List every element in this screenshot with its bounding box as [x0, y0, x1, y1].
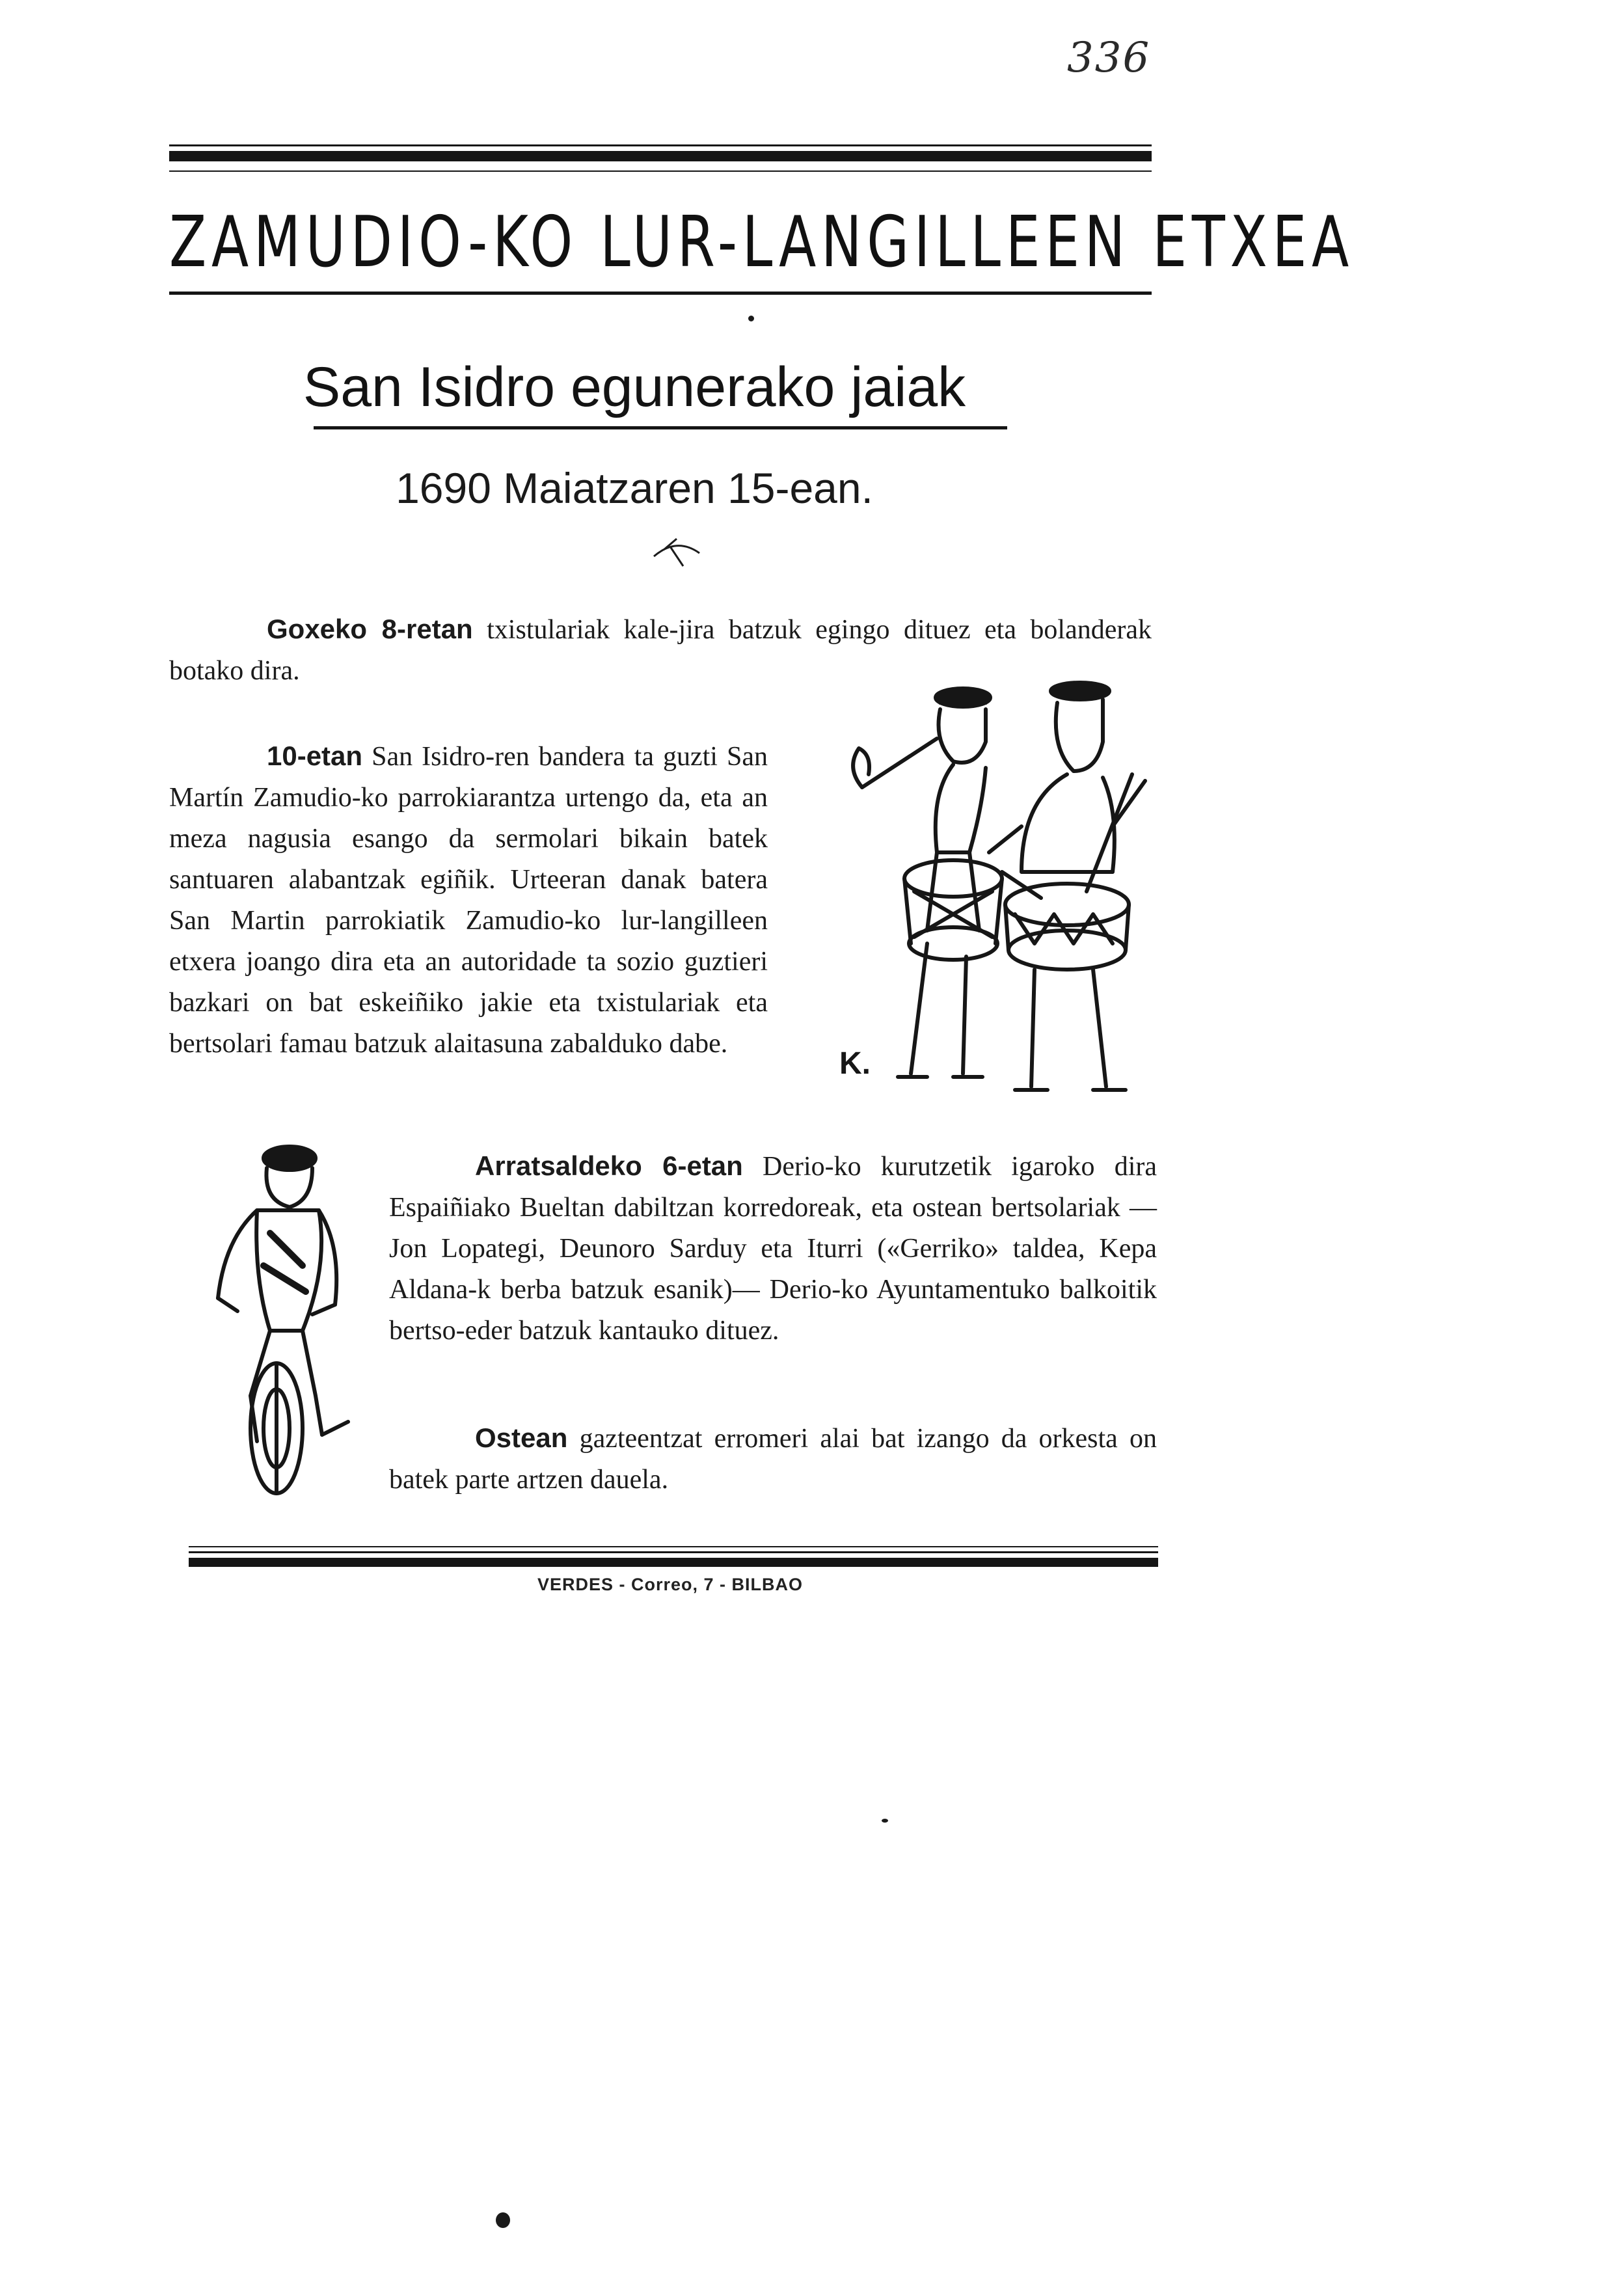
paragraph-lead: Arratsaldeko 6-etan: [475, 1150, 743, 1181]
bottom-rule-thick: [189, 1558, 1158, 1567]
top-rule-thin: [169, 144, 1152, 146]
printer-imprint: VERDES - Correo, 7 - BILBAO: [537, 1575, 804, 1594]
paragraph-lead: Ostean: [475, 1422, 568, 1453]
top-rule-thick: [169, 151, 1152, 161]
event-date: 1690 Maiatzaren 15-ean.: [396, 464, 873, 512]
cyclist-illustration: [192, 1135, 361, 1500]
musicians-illustration: [807, 657, 1171, 1100]
ink-speck: [882, 1819, 888, 1823]
paragraph-lead: Goxeko 8-retan: [267, 614, 473, 644]
paragraph-text: San Isidro-ren bandera ta guzti San Martín Zamudio-ko parrokiarantza urtengo da, eta an meza nagusia esango da sermolari bikain batek santuaren alabantzak egiñik. Urteeran danak batera San Martin parrokiatik Zamudio-ko lur-langilleen etxera joango dira eta an autoridade ta sozio guztieri bazkari on bat eskeiñiko jakie eta txistulariak eta bertsolari famau batzuk alaitasuna zabalduko dabe.: [169, 742, 768, 1059]
page-number: 336: [1067, 34, 1151, 82]
paragraph-text: Derio-ko kurutzetik igaroko dira Espaiñiako Bueltan dabiltzan korredoreak, eta ostean bertsolariak —Jon Lopategi, Deunoro Sarduy eta Iturri («Gerriko» taldea, Kepa Aldana-k berba batzuk esanik)— Derio-ko Ayuntamentuko balkoitik bertso-eder batzuk kantauko dituez.: [389, 1152, 1157, 1346]
masthead: ZAMUDIO-KO LUR-LANGILLEEN ETXEA: [169, 202, 1354, 283]
paragraph-lead: 10-etan: [267, 740, 363, 771]
paragraph-text: txistulariak kale-jira batzuk egingo dituez eta bolanderak botako dira.: [169, 615, 1152, 686]
ink-speck: [496, 2212, 510, 2228]
flourish-icon: [651, 534, 703, 569]
bottom-rule-hairline: [189, 1546, 1158, 1547]
ornament-dot: [748, 316, 754, 321]
masthead-rule: [169, 292, 1152, 295]
page-title: San Isidro egunerako jaiak: [303, 356, 966, 418]
title-underline: [314, 426, 1007, 429]
paragraph-afterwards: [389, 1417, 1157, 1501]
bottom-rule-thin: [189, 1551, 1158, 1553]
paragraph-text: gazteentzat erromeri alai bat izango da orkesta on batek parte artzen dauela.: [389, 1424, 1157, 1495]
paragraph-ten-oclock: [169, 735, 768, 1065]
top-rule-hairline: [169, 170, 1152, 172]
illustration-signature: K.: [839, 1046, 871, 1081]
paragraph-evening: [389, 1145, 1157, 1352]
